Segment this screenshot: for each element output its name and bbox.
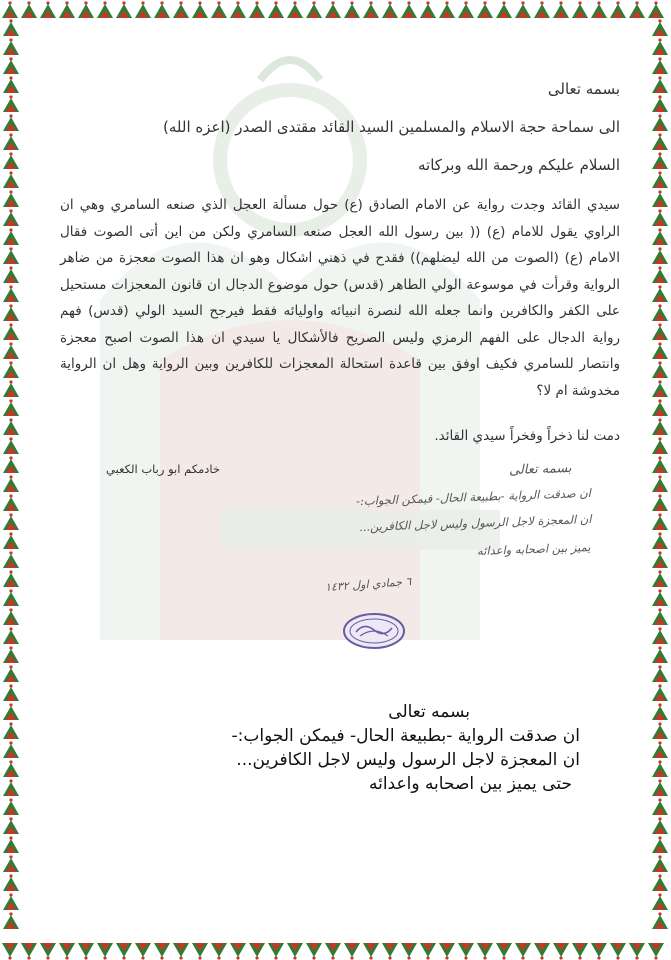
border-motif — [515, 943, 531, 960]
border-motif — [3, 627, 19, 644]
border-motif — [268, 1, 284, 18]
border-motif — [652, 76, 668, 93]
border-motif — [3, 798, 19, 815]
border-motif — [652, 380, 668, 397]
border-motif — [3, 456, 19, 473]
border-motif — [652, 304, 668, 321]
border-motif — [59, 943, 75, 960]
border-motif — [40, 1, 56, 18]
handwritten-line: يميز بين اصحابه واعدائه — [477, 540, 592, 558]
border-motif — [477, 943, 493, 960]
bottom-border-ornament — [0, 938, 671, 960]
border-motif — [173, 1, 189, 18]
left-border-ornament — [0, 0, 22, 960]
border-motif — [652, 209, 668, 226]
border-motif — [3, 874, 19, 891]
border-motif — [78, 1, 94, 18]
border-motif — [401, 1, 417, 18]
letter-greeting: السلام عليكم ورحمة الله وبركاته — [418, 156, 620, 174]
border-motif — [306, 943, 322, 960]
border-motif — [439, 943, 455, 960]
border-motif — [211, 1, 227, 18]
border-motif — [652, 437, 668, 454]
border-motif — [3, 817, 19, 834]
border-motif — [3, 247, 19, 264]
border-motif — [78, 943, 94, 960]
border-motif — [652, 57, 668, 74]
border-motif — [652, 494, 668, 511]
border-motif — [3, 342, 19, 359]
handwritten-line: ان صدقت الرواية -بطبيعة الحال- فيمكن الجواب:- — [355, 485, 592, 509]
border-motif — [591, 1, 607, 18]
border-motif — [3, 209, 19, 226]
border-motif — [515, 1, 531, 18]
border-motif — [652, 874, 668, 891]
border-motif — [3, 551, 19, 568]
border-motif — [553, 1, 569, 18]
border-motif — [458, 1, 474, 18]
border-motif — [439, 1, 455, 18]
handwritten-line: ان المعجزة لاجل الرسول وليس لاجل الكافرين... — [358, 511, 592, 535]
border-motif — [420, 1, 436, 18]
border-motif — [3, 57, 19, 74]
border-motif — [652, 513, 668, 530]
border-motif — [230, 943, 246, 960]
border-motif — [496, 943, 512, 960]
border-motif — [363, 1, 379, 18]
reply-line: ان صدقت الرواية -بطبيعة الحال- فيمكن الجواب:- — [231, 726, 580, 746]
border-motif — [652, 665, 668, 682]
border-motif — [325, 943, 341, 960]
border-motif — [3, 133, 19, 150]
reply-line: ان المعجزة لاجل الرسول وليس لاجل الكافرين... — [236, 750, 580, 770]
border-motif — [3, 323, 19, 340]
handwritten-line: بسمه تعالى — [508, 460, 572, 479]
border-motif — [534, 943, 550, 960]
border-motif — [652, 247, 668, 264]
border-motif — [3, 266, 19, 283]
reply-line: بسمه تعالى — [388, 702, 470, 722]
border-motif — [652, 741, 668, 758]
border-motif — [135, 943, 151, 960]
border-motif — [230, 1, 246, 18]
border-motif — [652, 171, 668, 188]
border-motif — [652, 608, 668, 625]
border-motif — [652, 684, 668, 701]
border-motif — [325, 1, 341, 18]
border-motif — [652, 779, 668, 796]
border-motif — [652, 456, 668, 473]
border-motif — [3, 228, 19, 245]
border-motif — [3, 855, 19, 872]
border-motif — [154, 943, 170, 960]
border-motif — [652, 589, 668, 606]
border-motif — [382, 943, 398, 960]
border-motif — [652, 95, 668, 112]
letter-basmala: بسمه تعالى — [547, 80, 620, 98]
border-motif — [572, 1, 588, 18]
handwritten-date: ٦ جمادي اول ١٤٣٢ — [324, 575, 412, 594]
border-motif — [97, 1, 113, 18]
letter-body: سيدي القائد وجدت رواية عن الامام الصادق (ع) حول مسألة العجل الذي صنعه السامري وهي ان الراوي يقول للامام (ع) (( بين رسول الله العجل صنعه السامري ولكن من اين أتى الصوت فقال الامام (ع) (الصوت من الله ليضلهم)) فقدح في ذهني اشكال وهو ان هذا الصوت معجزة من ضاهر الرواية وقرأت في موسوعة الولي الطاهر (قدس) حول موضوع الدجال ان قانون المعجزات مستحيل على الكفر والكافرين وانما جعله الله لنصرة انبيائه واوليائه فقط فيرجح السيد الولي (قدس) فهم رواية الدجال على الفهم الرمزي وليس الصريح فالأشكال يا سيدي ان هذا الصوت اصبح معجزة وانتصار للسامري فكيف اوفق بين قاعدة استحالة المعجزات للكافرين وبين الرواية وهل ان الرواية مخدوشة ام لا؟ — [60, 197, 620, 399]
border-motif — [591, 943, 607, 960]
border-motif — [3, 380, 19, 397]
border-motif — [3, 285, 19, 302]
border-motif — [3, 76, 19, 93]
border-motif — [3, 437, 19, 454]
right-border-ornament — [649, 0, 671, 960]
seal-stamp — [342, 612, 406, 650]
border-motif — [3, 779, 19, 796]
border-motif — [192, 943, 208, 960]
border-motif — [21, 1, 37, 18]
border-motif — [652, 893, 668, 910]
border-motif — [21, 943, 37, 960]
border-motif — [572, 943, 588, 960]
border-motif — [652, 570, 668, 587]
border-motif — [382, 1, 398, 18]
border-motif — [3, 304, 19, 321]
border-motif — [116, 1, 132, 18]
border-motif — [652, 361, 668, 378]
border-motif — [135, 1, 151, 18]
border-motif — [652, 532, 668, 549]
border-motif — [116, 943, 132, 960]
border-motif — [3, 95, 19, 112]
border-motif — [3, 361, 19, 378]
border-motif — [3, 570, 19, 587]
border-motif — [652, 323, 668, 340]
border-motif — [192, 1, 208, 18]
border-motif — [652, 285, 668, 302]
border-motif — [652, 418, 668, 435]
border-motif — [3, 171, 19, 188]
border-motif — [3, 399, 19, 416]
border-motif — [3, 494, 19, 511]
letter-signature: خادمكم ابو رباب الكعبي — [106, 462, 220, 476]
border-motif — [3, 152, 19, 169]
border-motif — [652, 703, 668, 720]
border-motif — [3, 114, 19, 131]
border-motif — [652, 798, 668, 815]
border-motif — [3, 684, 19, 701]
border-motif — [3, 19, 19, 36]
border-motif — [249, 1, 265, 18]
border-motif — [652, 817, 668, 834]
border-motif — [652, 342, 668, 359]
border-motif — [652, 627, 668, 644]
border-motif — [652, 19, 668, 36]
border-motif — [287, 1, 303, 18]
border-motif — [553, 943, 569, 960]
border-motif — [344, 1, 360, 18]
border-motif — [652, 399, 668, 416]
border-motif — [3, 912, 19, 929]
border-motif — [458, 943, 474, 960]
letter-closing: دمت لنا ذخراً وفخراً سيدي القائد. — [434, 428, 620, 444]
border-motif — [3, 589, 19, 606]
border-motif — [652, 228, 668, 245]
border-motif — [652, 551, 668, 568]
border-motif — [534, 1, 550, 18]
border-motif — [610, 1, 626, 18]
border-motif — [287, 943, 303, 960]
border-motif — [3, 608, 19, 625]
border-motif — [652, 133, 668, 150]
border-motif — [3, 38, 19, 55]
border-motif — [3, 760, 19, 777]
border-motif — [652, 646, 668, 663]
border-motif — [268, 943, 284, 960]
top-border-ornament — [0, 0, 671, 22]
border-motif — [629, 943, 645, 960]
border-motif — [363, 943, 379, 960]
border-motif — [3, 893, 19, 910]
border-motif — [652, 38, 668, 55]
border-motif — [477, 1, 493, 18]
border-motif — [154, 1, 170, 18]
border-motif — [3, 475, 19, 492]
border-motif — [344, 943, 360, 960]
border-motif — [496, 1, 512, 18]
border-motif — [3, 703, 19, 720]
border-motif — [3, 665, 19, 682]
border-motif — [629, 1, 645, 18]
border-motif — [3, 532, 19, 549]
border-motif — [420, 943, 436, 960]
border-motif — [652, 722, 668, 739]
border-motif — [652, 266, 668, 283]
border-motif — [3, 190, 19, 207]
border-motif — [249, 943, 265, 960]
border-motif — [3, 836, 19, 853]
border-motif — [652, 760, 668, 777]
border-motif — [40, 943, 56, 960]
border-motif — [173, 943, 189, 960]
border-motif — [3, 418, 19, 435]
border-motif — [3, 513, 19, 530]
border-motif — [610, 943, 626, 960]
border-motif — [652, 190, 668, 207]
border-motif — [3, 722, 19, 739]
border-motif — [211, 943, 227, 960]
reply-line: حتى يميز بين اصحابه واعدائه — [368, 774, 572, 794]
border-motif — [59, 1, 75, 18]
border-motif — [652, 114, 668, 131]
border-motif — [652, 475, 668, 492]
border-motif — [401, 943, 417, 960]
border-motif — [97, 943, 113, 960]
letter-addressee: الى سماحة حجة الاسلام والمسلمين السيد القائد مقتدى الصدر (اعزه الله) — [163, 118, 620, 136]
border-motif — [3, 646, 19, 663]
border-motif — [306, 1, 322, 18]
border-motif — [652, 855, 668, 872]
border-motif — [652, 912, 668, 929]
border-motif — [652, 836, 668, 853]
border-motif — [652, 152, 668, 169]
border-motif — [3, 741, 19, 758]
